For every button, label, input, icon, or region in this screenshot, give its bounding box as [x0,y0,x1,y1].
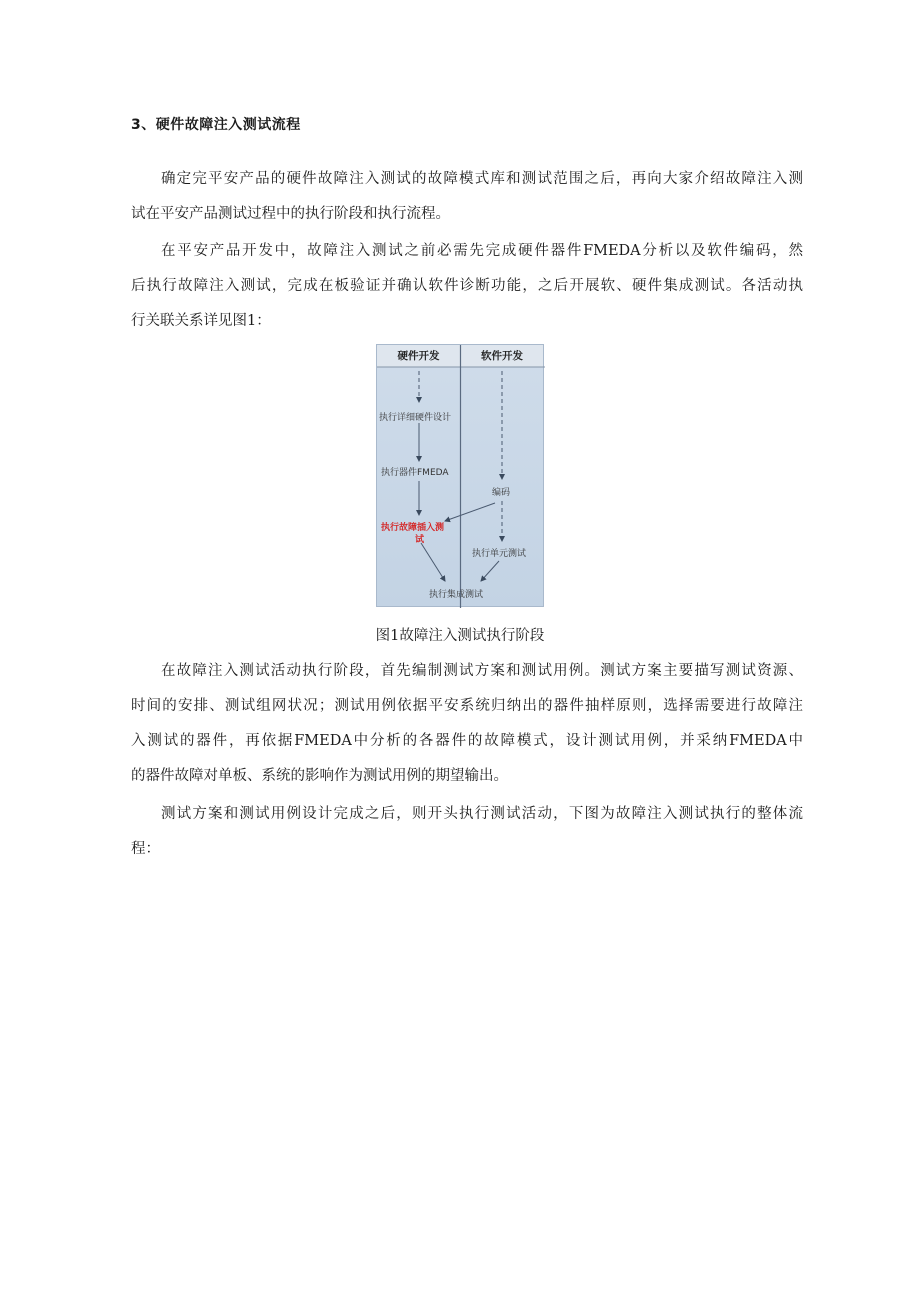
paragraph-line: 程： [131,841,160,857]
paragraph-line: 入测试的器件，再依据FMEDA中分析的各器件的故障模式，设计测试用例，并采纳FMEDA中 [131,733,803,749]
node-fault-injection-line1: 执行故障插入测 [381,523,445,533]
column-header-software: 软件开发 [461,345,543,367]
paragraph-3 [131,654,803,794]
column-header-hardware: 硬件开发 [377,345,460,367]
paragraph-line: 测试方案和测试用例设计完成之后，则开头执行测试活动，下图为故障注入测试执行的整体流 [161,806,803,822]
node-hardware-fmeda: 执行器件FMEDA [381,468,449,478]
section-heading: 3、硬件故障注入测试流程 [131,117,301,133]
node-hardware-design: 执行详细硬件设计 [379,413,452,423]
activity-diagram [376,344,544,607]
paragraph-line: 在平安产品开发中，故障注入测试之前必需先完成硬件器件FMEDA分析以及软件编码，然 [161,243,803,259]
node-fault-injection-line2: 试 [415,535,425,545]
paragraph-line: 确定完平安产品的硬件故障注入测试的故障模式库和测试范围之后，再向大家介绍故障注入测 [161,171,803,187]
paragraph-line: 行关联关系详见图1： [131,313,271,329]
paragraph-line: 后执行故障注入测试，完成在板验证并确认软件诊断功能，之后开展软、硬件集成测试。各活动执 [131,278,803,294]
node-integration-test: 执行集成测试 [429,590,484,600]
node-unit-test: 执行单元测试 [472,549,527,559]
figure-caption: 图1故障注入测试执行阶段 [375,628,545,644]
paragraph-line: 在故障注入测试活动执行阶段，首先编制测试方案和测试用例。测试方案主要描写测试资源、 [161,663,803,679]
paragraph-2 [131,234,803,339]
paragraph-line: 试在平安产品测试过程中的执行阶段和执行流程。 [131,206,450,222]
node-software-coding: 编码 [492,488,511,498]
paragraph-line: 时间的安排、测试组网状况；测试用例依据平安系统归纳出的器件抽样原则，选择需要进行故障注 [131,698,803,714]
paragraph-4 [131,797,803,867]
paragraph-line: 的器件故障对单板、系统的影响作为测试用例的期望输出。 [131,768,508,784]
paragraph-1 [131,162,803,232]
